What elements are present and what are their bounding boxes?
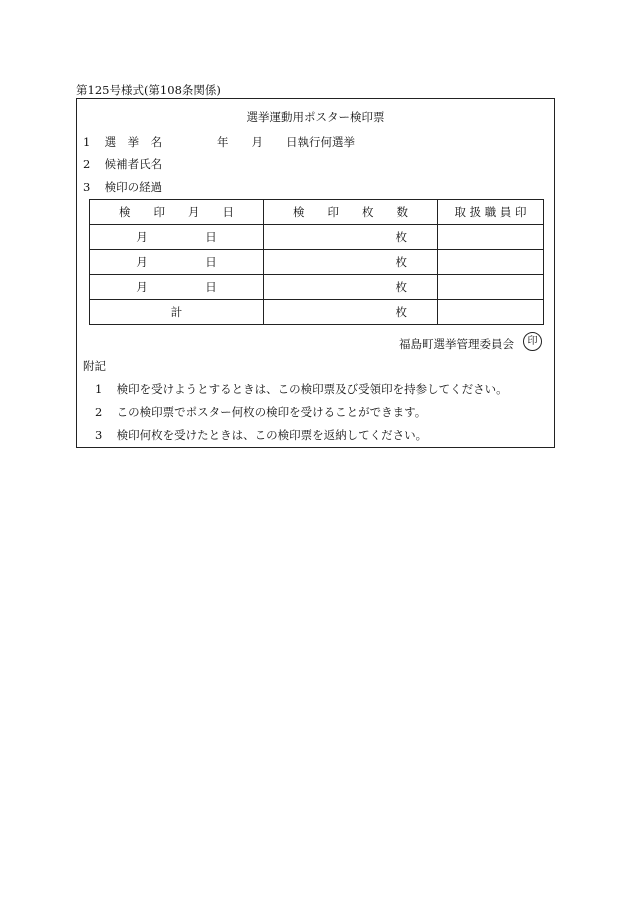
stamp-count-cell: 枚 bbox=[264, 225, 438, 250]
item-number: 2 bbox=[83, 157, 91, 171]
total-label-cell: 計 bbox=[90, 300, 264, 325]
note-text: 検印何枚を受けたときは、この検印票を返納してください。 bbox=[116, 428, 428, 442]
note-text: 検印を受けようとするときは、この検印票及び受領印を持参してください。 bbox=[116, 382, 508, 396]
item-label: 候補者氏名 bbox=[104, 157, 163, 171]
item-label: 選 挙 名 bbox=[104, 135, 163, 149]
item-number: 1 bbox=[83, 135, 91, 149]
stamp-date-cell: 月 日 bbox=[90, 275, 264, 300]
table-row bbox=[90, 250, 544, 275]
committee-name: 福島町選挙管理委員会 bbox=[399, 337, 514, 351]
note-item bbox=[95, 427, 427, 443]
note-text: この検印票でポスター何枚の検印を受けることができます。 bbox=[116, 405, 427, 419]
item-candidate-name bbox=[83, 156, 162, 172]
table-total-row bbox=[90, 300, 544, 325]
stamp-date-cell: 月 日 bbox=[90, 225, 264, 250]
stamp-count-cell: 枚 bbox=[264, 250, 438, 275]
note-number: 1 bbox=[95, 382, 103, 396]
election-date-text: 年 月 日執行何選挙 bbox=[217, 135, 355, 149]
staff-seal-cell bbox=[438, 300, 544, 325]
stamp-table bbox=[89, 199, 544, 325]
table-row bbox=[90, 275, 544, 300]
item-label: 検印の経過 bbox=[104, 180, 163, 194]
notes-title: 附記 bbox=[83, 359, 106, 373]
stamp-date-cell: 月 日 bbox=[90, 250, 264, 275]
header-staff-seal: 取 扱 職 員 印 bbox=[438, 200, 544, 225]
note-number: 2 bbox=[95, 405, 103, 419]
form-title: 選挙運動用ポスター検印票 bbox=[246, 110, 385, 124]
item-election-name bbox=[83, 134, 162, 150]
form-number: 第125号様式(第108条関係) bbox=[76, 83, 221, 97]
item-stamp-history bbox=[83, 179, 162, 195]
table-row bbox=[90, 225, 544, 250]
header-stamp-date: 検 印 月 日 bbox=[90, 200, 264, 225]
staff-seal-cell bbox=[438, 250, 544, 275]
note-item bbox=[95, 381, 508, 397]
staff-seal-cell bbox=[438, 275, 544, 300]
header-stamp-count: 検 印 枚 数 bbox=[264, 200, 438, 225]
staff-seal-cell bbox=[438, 225, 544, 250]
seal-mark-icon: 印 bbox=[523, 332, 542, 351]
stamp-count-cell: 枚 bbox=[264, 275, 438, 300]
item-number: 3 bbox=[83, 180, 91, 194]
note-number: 3 bbox=[95, 428, 103, 442]
table-header-row bbox=[90, 200, 544, 225]
note-item bbox=[95, 404, 426, 420]
total-count-cell: 枚 bbox=[264, 300, 438, 325]
form-frame bbox=[76, 98, 555, 448]
